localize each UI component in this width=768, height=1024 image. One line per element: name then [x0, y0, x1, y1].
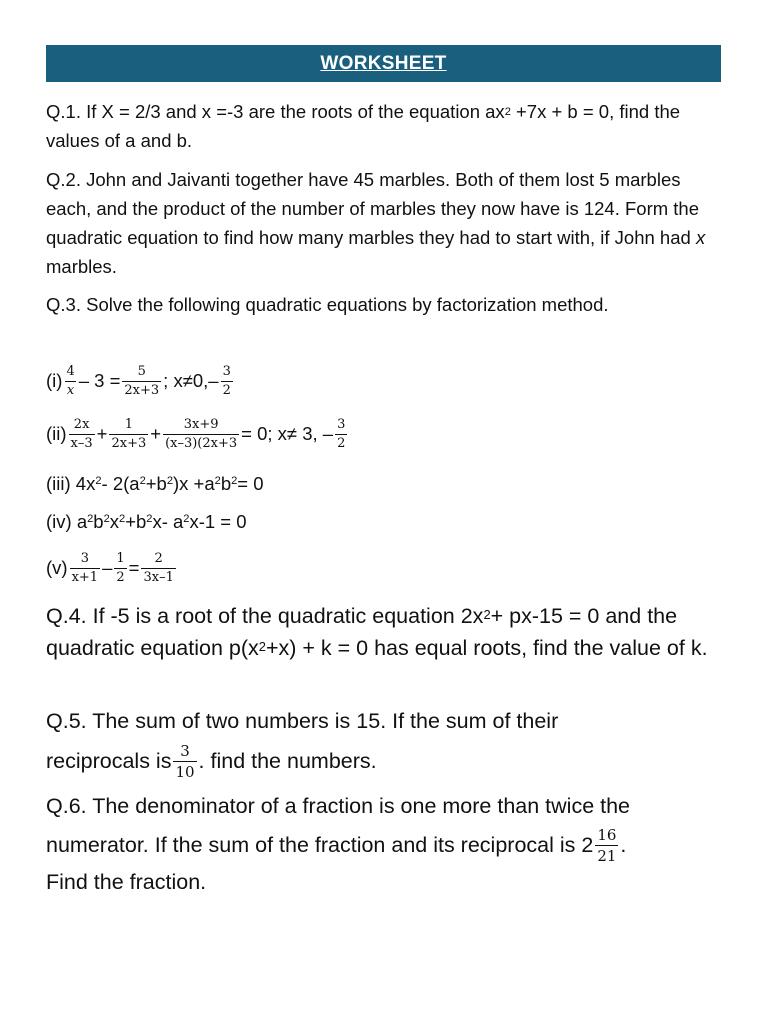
q3-part-iii: (iii) 4x $^2$ - 2(a $^2$ +b $^2$ )x +a $^2$ b $^2$ = 0 — [46, 473, 264, 494]
question-4: Q.4. If -5 is a root of the quadratic equation $2x^2+ px-15 = 0$ and the quadratic equation $p(x^2+x) + k = 0$ has equal roots, find the value of k. — [46, 604, 708, 660]
question-5-line-2 — [46, 738, 377, 784]
q6-text-end: . — [620, 832, 627, 857]
q3-part-i — [46, 360, 235, 402]
worksheet-header — [46, 45, 721, 82]
q5-text-end: . find the numbers. — [198, 748, 377, 773]
q3-ii-plus-1: + — [96, 423, 108, 444]
q6-fraction: $\frac{16}{21}$ — [597, 825, 617, 865]
question-6-line-1 — [46, 790, 726, 822]
q3-i-fraction-2: $\frac{5}{2x+3}$ — [124, 363, 160, 398]
q3-ii-fraction-1: $\frac{2x}{x-3}$ — [70, 416, 93, 451]
q3-v-label: (v) — [46, 557, 68, 578]
q3-v-minus: – — [102, 557, 113, 578]
q3-i-fraction-1: $\frac{4}{x}$ — [66, 363, 75, 398]
q2-text-end: marbles. — [46, 256, 117, 277]
q2-text: Q.2. John and Jaivanti together have 45 marbles. Both of them lost 5 marbles each, and the product of the number of marbles they now have is 124. Form the quadratic equation to find how many marbles they had to start with, if John had — [46, 169, 700, 248]
q3-part-v — [46, 546, 178, 590]
q3-v-equals: = — [128, 557, 140, 578]
question-5-line-1 — [46, 705, 726, 737]
q3-v-fraction-2: $\frac{1}{2}$ — [116, 550, 125, 585]
question-6-line-2 — [46, 822, 626, 868]
q6-text: numerator. If the sum of the fraction and its reciprocal is 2 — [46, 832, 594, 857]
q2-variable: x — [695, 227, 706, 248]
q1-text: Q.1. If X = 2/3 and x =-3 are the roots of the equation ax — [46, 101, 505, 122]
q3-i-middle: – 3 = — [78, 370, 121, 391]
q6-line-3: Find the fraction. — [46, 870, 207, 894]
q6-line-1: Q.6. The denominator of a fraction is one more than twice the — [46, 794, 631, 818]
q3-v-fraction-3: $\frac{2}{3x-1}$ — [143, 550, 174, 585]
q3-ii-label: (ii) — [46, 423, 67, 444]
q3-text: Q.3. Solve the following quadratic equations by factorization method. — [46, 294, 609, 315]
q3-i-condition: ; x≠0,– — [163, 370, 219, 391]
q3-i-label: (i) — [46, 370, 63, 391]
q3-ii-plus-2: + — [150, 423, 162, 444]
q5-text: reciprocals is — [46, 748, 172, 773]
q5-fraction: $\frac{3}{10}$ — [175, 741, 195, 781]
question-2 — [46, 165, 726, 281]
question-3 — [46, 290, 726, 319]
q3-ii-fraction-4: $\frac{3}{2}$ — [337, 416, 346, 451]
q1-exponent: 2 — [504, 105, 511, 118]
q3-ii-fraction-3: $\frac{3x+9}{(x-3)(2x+3}$ — [165, 416, 238, 451]
q3-ii-fraction-2: $\frac{1}{2x+3}$ — [111, 416, 147, 451]
q3-part-ii — [46, 413, 349, 455]
q1-text-end: +7x + b = 0, find the values of a and b. — [46, 101, 681, 151]
q3-v-fraction-1: $\frac{3}{x+1}$ — [71, 550, 99, 585]
q5-line-1: Q.5. The sum of two numbers is 15. If the sum of their — [46, 709, 559, 733]
q3-part-iv: (iv) a $^2$ b $^2$ x $^2$ +b $^2$ x- a $^2$ x-1 = 0 — [46, 511, 247, 532]
question-6-line-3 — [46, 866, 726, 898]
q3-i-fraction-3: $\frac{3}{2}$ — [222, 363, 231, 398]
worksheet-title: WORKSHEET — [320, 52, 447, 74]
q3-ii-condition: = 0; x≠ 3, – — [241, 423, 334, 444]
question-1 — [46, 97, 726, 155]
